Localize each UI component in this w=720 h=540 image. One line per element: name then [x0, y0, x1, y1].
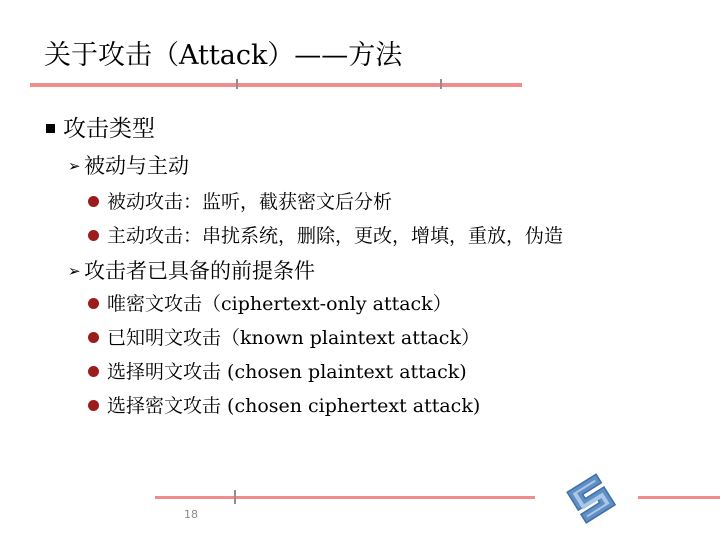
list-item-text: 主动攻击：串扰系统，删除，更改，增填，重放，伪造: [107, 225, 564, 247]
footer-rule-right: [638, 496, 720, 499]
list-item: [88, 223, 563, 249]
rule-tick-left: [236, 79, 238, 89]
list-item: [88, 291, 452, 317]
round-bullet-icon: [88, 332, 99, 343]
arrow-bullet-icon: ➢: [68, 157, 81, 175]
logo-icon: [554, 468, 630, 528]
round-bullet-icon: [88, 196, 99, 207]
list-item: [88, 325, 480, 351]
round-bullet-icon: [88, 400, 99, 411]
subheading-text: 被动与主动: [84, 154, 189, 178]
footer-tick: [234, 490, 236, 504]
list-item-text: 选择明文攻击 (chosen plaintext attack): [107, 361, 467, 383]
footer-rule-left: [155, 496, 535, 499]
list-item-text: 被动攻击：监听，截获密文后分析: [107, 191, 393, 213]
subheading-preconditions: [68, 256, 315, 286]
arrow-bullet-icon: ➢: [68, 262, 81, 280]
bullet-text: 攻击类型: [63, 116, 155, 142]
page-number: 18: [184, 508, 198, 521]
list-item: [88, 359, 467, 385]
list-item: [88, 189, 392, 215]
list-item-text: 已知明文攻击（known plaintext attack）: [107, 327, 480, 349]
bullet-attack-types: [46, 114, 155, 144]
subheading-passive-active: [68, 151, 189, 181]
round-bullet-icon: [88, 366, 99, 377]
list-item-text: 唯密文攻击（ciphertext-only attack）: [107, 293, 452, 315]
subheading-text: 攻击者已具备的前提条件: [84, 259, 315, 283]
round-bullet-icon: [88, 298, 99, 309]
list-item: [88, 393, 480, 419]
rule-tick-right: [440, 79, 442, 89]
square-bullet-icon: [46, 124, 55, 133]
round-bullet-icon: [88, 230, 99, 241]
slide-title: 关于攻击（Attack）——方法: [44, 40, 403, 71]
title-rule: [30, 83, 522, 87]
list-item-text: 选择密文攻击 (chosen ciphertext attack): [107, 395, 481, 417]
